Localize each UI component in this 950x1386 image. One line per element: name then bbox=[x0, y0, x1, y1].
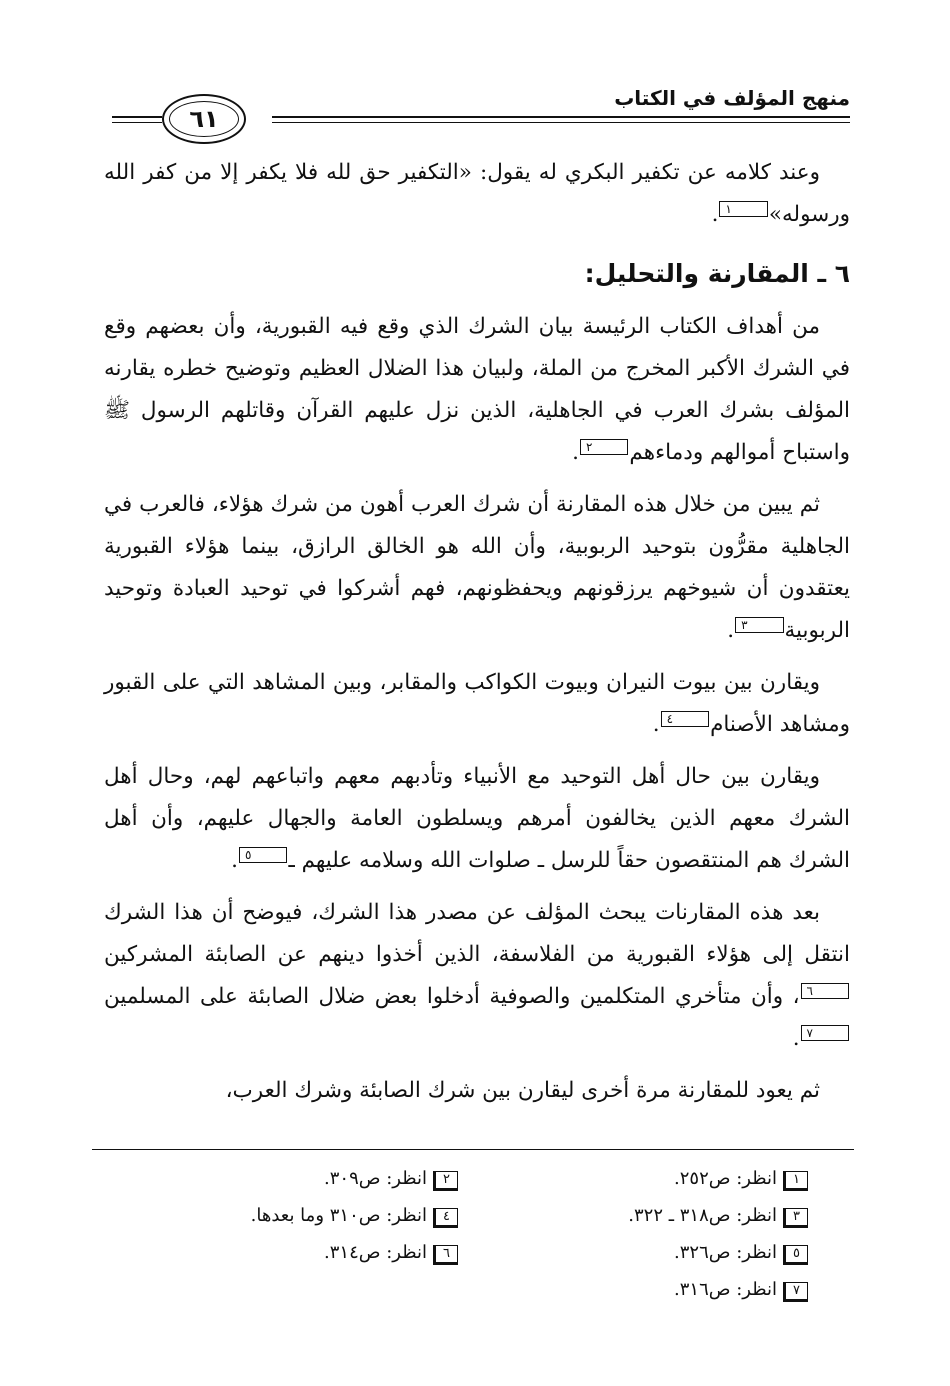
paragraph bbox=[104, 152, 850, 236]
footnote-row bbox=[108, 1234, 808, 1271]
footnote-text: انظر: ص٣١٤. bbox=[324, 1242, 428, 1263]
header-rule bbox=[272, 116, 850, 118]
footnote-text: انظر: ص٣١٠ وما بعدها. bbox=[250, 1205, 428, 1226]
paragraph bbox=[104, 306, 850, 474]
footnotes bbox=[108, 1160, 808, 1308]
header-rule bbox=[272, 122, 850, 123]
paragraph-text: من أهداف الكتاب الرئيسة بيان الشرك الذي وقع فيه القبورية، وأن بعضهم وقع في الشرك الأكبر المخرج من الملة، ولبيان هذا الضلال العظيم وتوضيح خطره يقارنه المؤلف بشرك العرب في الجاهلية، الذين نزل عليهم القرآن وقاتلهم الرسول ﷺ واستباح أموالهم ودماءهم bbox=[104, 314, 850, 465]
footnote-number: ٣ bbox=[783, 1208, 808, 1228]
paragraph-end: . bbox=[711, 202, 719, 227]
footnote bbox=[108, 1160, 458, 1197]
paragraph bbox=[104, 484, 850, 652]
footnote-text: انظر: ص٣٢٦. bbox=[674, 1242, 778, 1263]
footnote-number: ٧ bbox=[783, 1282, 808, 1302]
paragraph bbox=[104, 1070, 850, 1112]
footnote bbox=[108, 1234, 458, 1271]
footnote-text: انظر: ص٣١٦. bbox=[674, 1279, 778, 1300]
footnote-reference[interactable]: ١ bbox=[719, 201, 767, 217]
footnote-number: ٤ bbox=[433, 1208, 458, 1228]
paragraph-text: ثم يعود للمقارنة مرة أخرى ليقارن بين شرك الصابئة وشرك العرب، bbox=[225, 1078, 820, 1103]
section-heading: ٦ ـ المقارنة والتحليل: bbox=[584, 259, 850, 288]
paragraph-text: وعند كلامه عن تكفير البكري له يقول: «التكفير حق لله فلا يكفر إلا من كفر الله ورسوله» bbox=[104, 160, 850, 227]
paragraph bbox=[104, 756, 850, 882]
footnote bbox=[458, 1197, 808, 1234]
footnote-row bbox=[108, 1271, 808, 1308]
paragraph-text: ويقارن بين حال أهل التوحيد مع الأنبياء وتأدبهم معهم واتباعهم لهم، وحال أهل الشرك معهم الذين يخالفون أمرهم ويسلطون العامة والجهال عليهم، وأن أهل الشرك هم المنتقصون حقاً للرسل ـ صلوات الله وسلامه عليهم ـ bbox=[104, 764, 850, 873]
paragraph-end: . bbox=[792, 1026, 800, 1051]
paragraph-text: بعد هذه المقارنات يبحث المؤلف عن مصدر هذا الشرك، فيوضح أن هذا الشرك انتقل إلى هؤلاء القبورية من الفلاسفة، الذين أخذوا دينهم عن الصابئة المشركين bbox=[104, 900, 850, 967]
footnote-number: ١ bbox=[783, 1171, 808, 1191]
footnote-number: ٢ bbox=[433, 1171, 458, 1191]
footnote-separator bbox=[92, 1149, 854, 1150]
footnote-reference[interactable]: ٥ bbox=[239, 847, 287, 863]
footnote bbox=[458, 1160, 808, 1197]
footnote-reference[interactable]: ٤ bbox=[661, 711, 709, 727]
footnote-reference[interactable]: ٦ bbox=[801, 983, 849, 999]
footnote-number: ٥ bbox=[783, 1245, 808, 1265]
header-rule bbox=[112, 122, 162, 123]
paragraph-end: . bbox=[572, 440, 579, 465]
paragraph-text: ثم يبين من خلال هذه المقارنة أن شرك العرب أهون من شرك هؤلاء، فالعرب في الجاهلية مقرُّون بتوحيد الربوبية، وأن الله هو الخالق الرازق، بينما هؤلاء القبورية يعتقدون أن شيوخهم يرزقونهم ويحفظونهم، فهم أشركوا في توحيد العبادة وتوحيد الربوبية bbox=[104, 492, 850, 643]
footnote-reference[interactable]: ٣ bbox=[735, 617, 783, 633]
running-header-title: منهج المؤلف في الكتاب bbox=[614, 86, 850, 110]
footnote-row bbox=[108, 1160, 808, 1197]
footnote-text: انظر: ص٣١٨ ـ ٣٢٢. bbox=[628, 1205, 778, 1226]
footnote-reference[interactable]: ٢ bbox=[580, 439, 628, 455]
footnote bbox=[108, 1197, 458, 1234]
footnote bbox=[458, 1234, 808, 1271]
paragraph-text: ويقارن بين بيوت النيران وبيوت الكواكب والمقابر، وبين المشاهد التي على القبور ومشاهد الأصنام bbox=[104, 670, 850, 737]
paragraph-end: . bbox=[727, 618, 735, 643]
paragraph bbox=[104, 662, 850, 746]
header-rule bbox=[112, 116, 162, 118]
paragraph-end: . bbox=[231, 848, 238, 873]
footnote-row bbox=[108, 1197, 808, 1234]
page-number-ornament bbox=[162, 94, 246, 144]
paragraph bbox=[104, 892, 850, 1060]
footnote-reference[interactable]: ٧ bbox=[801, 1025, 849, 1041]
footnote-text: انظر: ص٣٠٩. bbox=[324, 1168, 428, 1189]
page-number: ٦١ bbox=[189, 105, 219, 133]
footnote-number: ٦ bbox=[433, 1245, 458, 1265]
footnote bbox=[438, 1271, 808, 1308]
footnote-text: انظر: ص٢٥٢. bbox=[674, 1168, 778, 1189]
paragraph-text: ، وأن متأخري المتكلمين والصوفية أدخلوا بعض ضلال الصابئة على المسلمين bbox=[104, 984, 800, 1009]
main-text bbox=[104, 152, 850, 1122]
paragraph-end: . bbox=[652, 712, 660, 737]
